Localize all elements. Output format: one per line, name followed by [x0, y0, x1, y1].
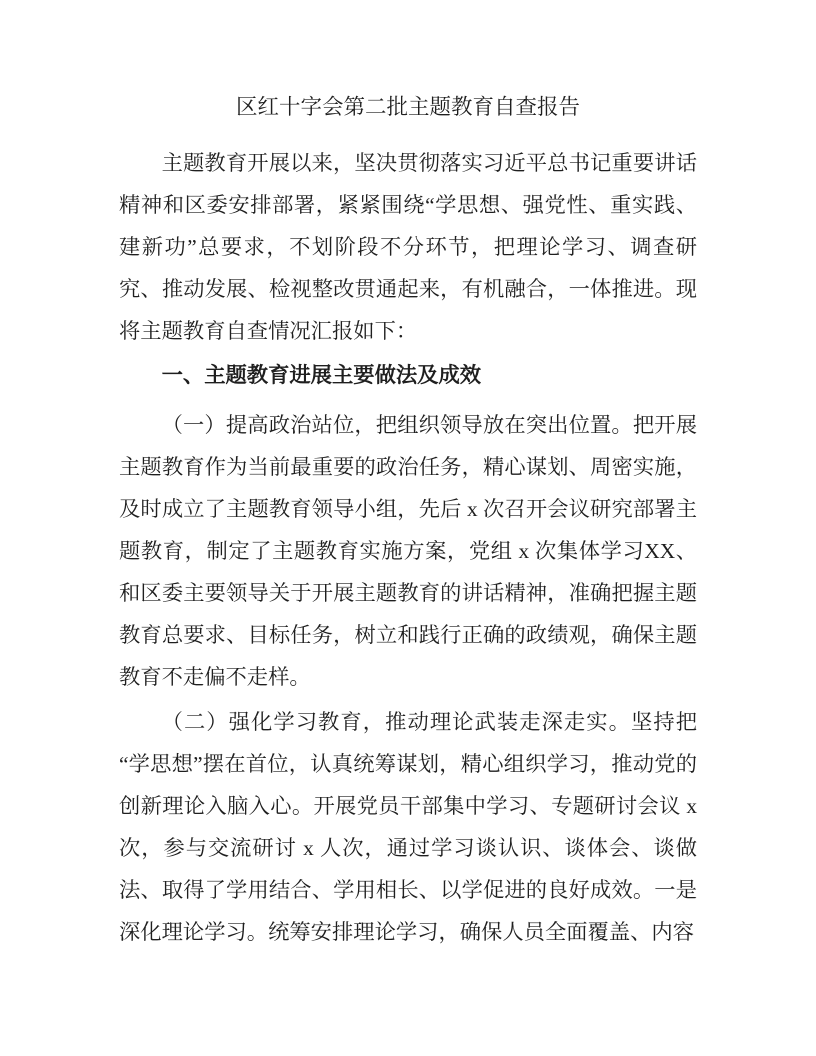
point-one-paragraph: （一）提高政治站位，把组织领导放在突出位置。把开展主题教育作为当前最重要的政治任务，精心谋划、周密实施，及时成立了主题教育领导小组，先后 x 次召开会议研究部署主题教育，制定了主题教育实施方案，党组 x 次集体学习XX、和区委主要领导关于开展主题教育的讲话精神，准确把握主题教育总要求、目标任务，树立和践行正确的政绩观，确保主题教育不走偏不走样。	[119, 413, 697, 689]
section-heading-1: 一、主题教育进展主要做法及成效	[161, 363, 482, 387]
document-title: 区红十字会第二批主题教育自查报告	[235, 95, 580, 119]
intro-paragraph: 主题教育开展以来，坚决贯彻落实习近平总书记重要讲话精神和区委安排部署，紧紧围绕“学思想、强党性、重实践、建新功”总要求，不划阶段不分环节，把理论学习、调查研究、推动发展、检视整改贯通起来，有机融合，一体推进。现将主题教育自查情况汇报如下：	[119, 151, 697, 343]
point-two-paragraph: （二）强化学习教育，推动理论武装走深走实。坚持把“学思想”摆在首位，认真统筹谋划，精心组织学习，推动党的创新理论入脑入心。开展党员干部集中学习、专题研讨会议 x 次，参与交流研讨 x 人次，通过学习谈认识、谈体会、谈做法、取得了学用结合、学用相长、以学促进的良好成效。一是深化理论学习。统筹安排理论学习，确保人员全面覆盖、内容	[119, 710, 697, 944]
